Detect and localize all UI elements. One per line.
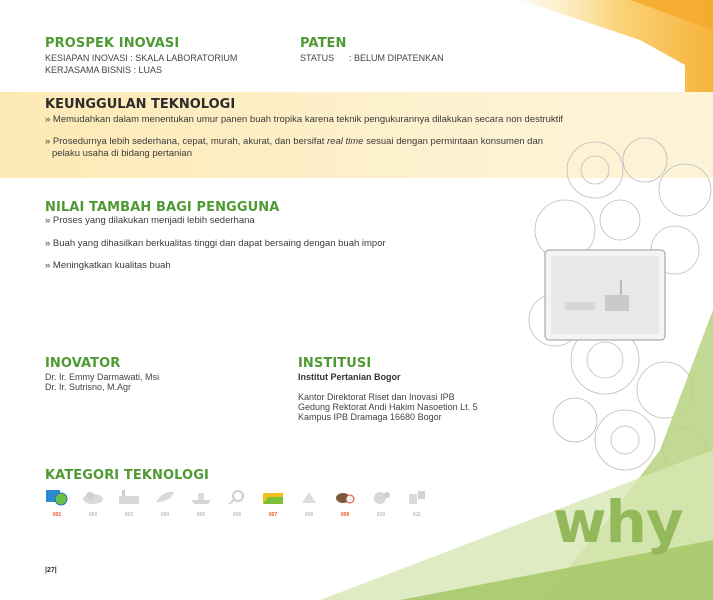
kategori-item-007 xyxy=(256,488,290,518)
plant-icon xyxy=(296,488,322,506)
kategori-item-001 xyxy=(40,488,74,518)
kategori-num-009: 009 xyxy=(340,512,350,518)
prospek-title: PROSPEK INOVASI xyxy=(45,36,180,51)
kategori-item-004 xyxy=(148,488,182,518)
kerjasama-line: KERJASAMA BISNIS : LUAS xyxy=(45,65,163,75)
nilai-item-2: » Buah yang dihasilkan berkualitas tinggi dan dapat bersaing dengan buah impor xyxy=(45,238,386,249)
inovator-title: INOVATOR xyxy=(45,356,121,371)
leaf-icon xyxy=(152,488,178,506)
kategori-title: KATEGORI TEKNOLOGI xyxy=(45,468,209,483)
why-brand: why xyxy=(553,488,683,556)
institusi-title: INSTITUSI xyxy=(298,356,372,371)
kategori-item-010 xyxy=(364,488,398,518)
kategori-row xyxy=(40,488,520,524)
kategori-item-006 xyxy=(220,488,254,518)
nilai-item-1: » Proses yang dilakukan menjadi lebih sederhana xyxy=(45,215,255,226)
keunggulan-item-2-cont: pelaku usaha di bidang pertanian xyxy=(52,148,192,159)
nilai-title: NILAI TAMBAH BAGI PENGGUNA xyxy=(45,200,280,215)
ship-icon xyxy=(188,488,214,506)
inovator-name-2: Dr. Ir. Sutrisno, M.Agr xyxy=(45,382,132,392)
pills-icon xyxy=(404,488,430,506)
globe-icon xyxy=(44,488,70,506)
keunggulan-item-2 xyxy=(45,136,543,148)
kategori-item-002 xyxy=(76,488,110,518)
institusi-address-3: Kampus IPB Dramaga 16680 Bogor xyxy=(298,412,442,422)
paten-title: PATEN xyxy=(300,36,347,51)
kategori-item-011 xyxy=(400,488,434,518)
kategori-item-008 xyxy=(292,488,326,518)
kategori-num-003: 003 xyxy=(124,512,134,518)
kategori-num-010: 010 xyxy=(376,512,386,518)
cloud-icon xyxy=(80,488,106,506)
institusi-address-1: Kantor Direktorat Riset dan Inovasi IPB xyxy=(298,392,455,402)
keunggulan-item-2-text-b: sesuai dengan permintaan konsumen dan xyxy=(363,136,544,147)
kategori-item-005 xyxy=(184,488,218,518)
keunggulan-title: KEUNGGULAN TEKNOLOGI xyxy=(45,97,236,112)
food-icon xyxy=(332,488,358,506)
kategori-item-009 xyxy=(328,488,362,518)
keunggulan-item-2-text-a: » Prosedurnya lebih sederhana, cepat, murah, akurat, dan bersifat xyxy=(45,136,328,147)
kategori-item-003 xyxy=(112,488,146,518)
kesiapan-line: KESIAPAN INOVASI : SKALA LABORATORIUM xyxy=(45,53,238,63)
page-number: |27| xyxy=(45,567,57,574)
kategori-num-011: 011 xyxy=(412,512,422,518)
magnifier-icon xyxy=(224,488,250,506)
kategori-num-001: 001 xyxy=(52,512,62,518)
nilai-item-3: » Meningkatkan kualitas buah xyxy=(45,260,171,271)
folder-icon xyxy=(260,488,286,506)
factory-icon xyxy=(116,488,142,506)
kategori-num-002: 002 xyxy=(88,512,98,518)
inovator-name-1: Dr. Ir. Emmy Darmawati, Msi xyxy=(45,372,160,382)
paten-status-label: STATUS xyxy=(300,53,335,63)
kategori-num-004: 004 xyxy=(160,512,170,518)
gear-icon xyxy=(368,488,394,506)
corner-decoration xyxy=(500,0,713,100)
institusi-name: Institut Pertanian Bogor xyxy=(298,372,401,382)
kategori-num-006: 006 xyxy=(232,512,242,518)
institusi-address-2: Gedung Rektorat Andi Hakim Nasoetion Lt. 5 xyxy=(298,402,478,412)
kategori-num-005: 005 xyxy=(196,512,206,518)
kategori-num-007: 007 xyxy=(268,512,278,518)
kategori-num-008: 008 xyxy=(304,512,314,518)
paten-status-value: : BELUM DIPATENKAN xyxy=(349,53,444,63)
keunggulan-item-2-emphasis: real time xyxy=(327,136,364,147)
keunggulan-item-1: » Memudahkan dalam menentukan umur panen buah tropika karena teknik pengukurannya dilakukan secara non destruktif xyxy=(45,114,564,125)
